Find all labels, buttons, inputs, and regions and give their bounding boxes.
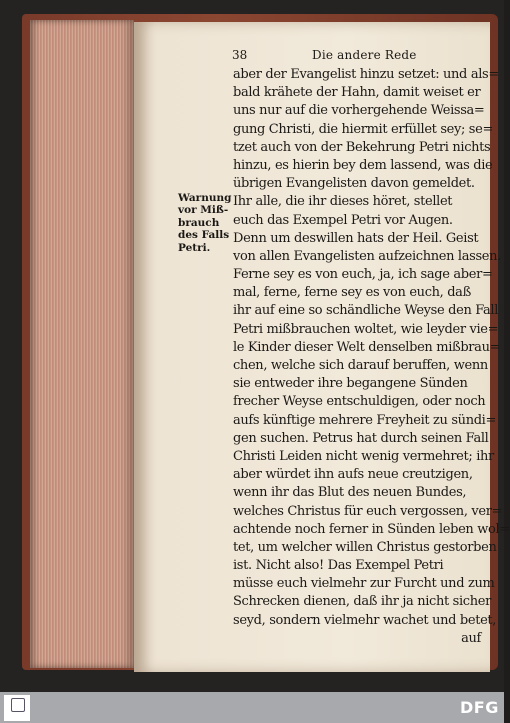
page-header <box>232 48 482 64</box>
text-line: von allen Evangelisten aufzeichnen lassen. <box>233 248 501 264</box>
text-line: le Kinder dieser Welt denselben mißbrau= <box>233 339 501 355</box>
text-line: aufs künftige mehrere Freyheit zu sündi= <box>233 412 497 428</box>
text-line: Ihr alle, die ihr dieses höret, stellet <box>233 194 453 210</box>
text-line: hinzu, es hierin bey dem lassend, was die <box>233 157 493 173</box>
text-line: wenn ihr das Blut des neuen Bundes, <box>233 485 467 501</box>
text-line: uns nur auf die vorhergehende Weissa= <box>233 103 485 119</box>
text-line: gung Christi, die hiermit erfüllet sey; se= <box>233 121 494 137</box>
text-line: übrigen Evangelisten davon gemeldet. <box>233 176 475 192</box>
text-line: Denn um deswillen hats der Heil. Geist <box>233 230 479 246</box>
text-line: Ferne sey es von euch, ja, ich sage aber= <box>233 267 493 283</box>
text-line: ist. Nicht also! Das Exempel Petri <box>233 558 444 574</box>
text-line: frecher Weyse entschuldigen, oder noch <box>233 394 486 410</box>
page-number: 38 <box>232 48 248 62</box>
text-line: aber der Evangelist hinzu setzet: und als= <box>233 67 499 82</box>
marginal-note-line: des Falls <box>178 229 230 242</box>
text-line: aber würdet ihn aufs neue creutzigen, <box>233 467 473 483</box>
text-line: Schrecken dienen, daß ihr ja nicht sicher <box>233 594 491 610</box>
marginal-note-line: vor Miß- <box>178 204 229 217</box>
text-line: tzet auch von der Bekehrung Petri nichts <box>233 139 491 155</box>
text-line: bald krähete der Hahn, damit weiset er <box>233 85 481 101</box>
text-line: achtende noch ferner in Sünden leben wol= <box>233 521 510 537</box>
text-line: tet, um welcher willen Christus gestorben <box>233 539 497 555</box>
text-line: auf <box>461 630 481 646</box>
text-line: ihr auf eine so schändliche Weyse den Fall <box>233 303 499 319</box>
marginal-note-line: Petri. <box>178 241 211 254</box>
marginal-note <box>178 192 234 254</box>
text-line: chen, welche sich darauf beruffen, wenn <box>233 358 488 373</box>
text-line: euch das Exempel Petri vor Augen. <box>233 212 453 228</box>
text-line: müsse euch vielmehr zur Furcht und zum <box>233 576 495 592</box>
text-line: seyd, sondern vielmehr wachet und betet, <box>233 612 497 628</box>
text-line: mal, ferne, ferne sey es von euch, daß <box>233 285 471 301</box>
text-line: Petri mißbrauchen woltet, wie leyder vie= <box>233 321 499 337</box>
text-line: Christi Leiden nicht wenig vermehret; ihr <box>233 448 494 464</box>
text-line: sie entweder ihre begangene Sünden <box>233 376 468 392</box>
text-line: welches Christus für euch vergossen, ver= <box>233 503 503 519</box>
library-logo-icon <box>4 695 30 721</box>
dfg-logo: DFG <box>460 698 499 717</box>
page-edges <box>30 20 134 668</box>
footer-bar <box>0 692 504 723</box>
body-text <box>233 66 510 648</box>
marginal-note-line: Warnung <box>178 192 232 204</box>
running-head: Die andere Rede <box>312 48 417 62</box>
text-line: gen suchen. Petrus hat durch seinen Fall <box>233 430 489 446</box>
marginal-note-line: brauch <box>178 216 220 229</box>
